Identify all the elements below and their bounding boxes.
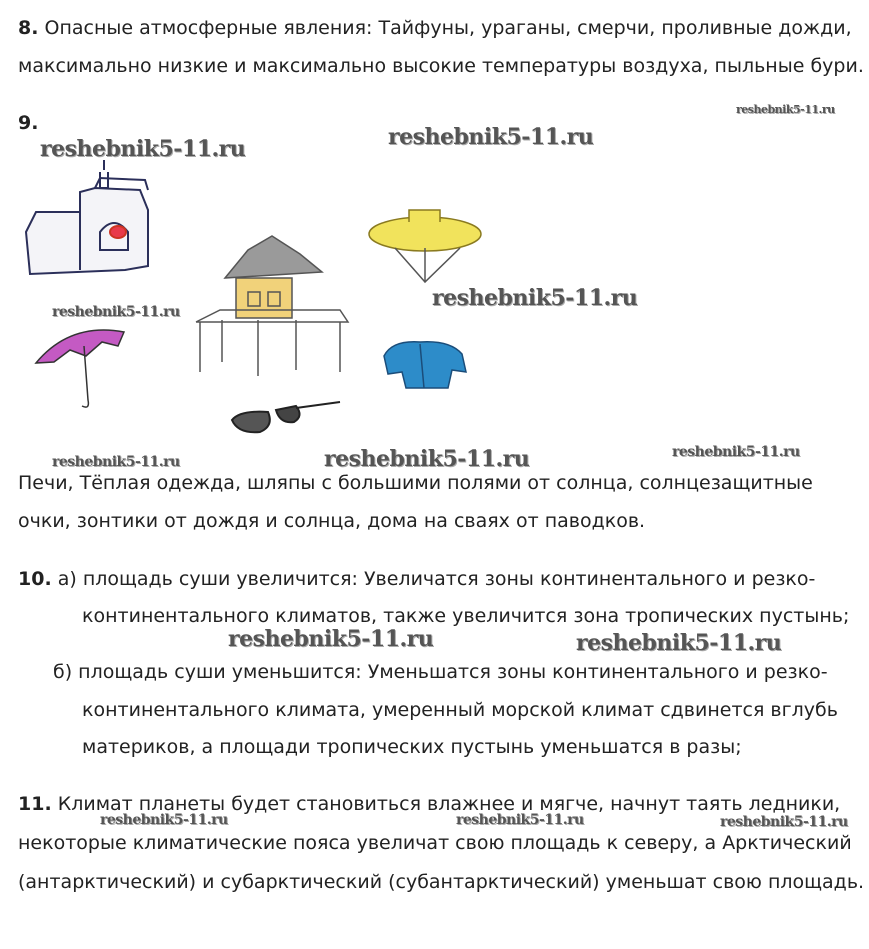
q10-b-line3: материков, а площади тропических пустынь уменьшатся в разы; [82, 736, 742, 758]
q9-line1: Печи, Тёплая одежда, шляпы с большими полями от солнца, солнцезащитные [18, 472, 813, 494]
q9-number: 9. [18, 112, 39, 134]
sun-hat-icon [369, 210, 481, 282]
q11-text1: Климат планеты будет становиться влажнее и мягче, начнут таять ледники, [57, 793, 841, 815]
stilt-house-icon [196, 236, 348, 376]
watermark: reshebnik5-11.ru [324, 446, 530, 472]
watermark: reshebnik5-11.ru [100, 812, 228, 828]
watermark: reshebnik5-11.ru [576, 630, 782, 656]
q8-number: 8. [18, 17, 39, 39]
watermark: reshebnik5-11.ru [456, 812, 584, 828]
q8-line2: максимально низкие и максимально высокие температуры воздуха, пыльные бури. [18, 55, 864, 77]
q10-b-line1: б) площадь суши уменьшится: Уменьшатся зоны континентального и резко- [53, 661, 828, 683]
q10-number: 10. [18, 568, 52, 590]
watermark: reshebnik5-11.ru [720, 814, 848, 830]
watermark: reshebnik5-11.ru [52, 304, 180, 320]
watermark: reshebnik5-11.ru [40, 136, 246, 162]
sunglasses-icon [232, 402, 340, 432]
q11-number: 11. [18, 793, 52, 815]
watermark: reshebnik5-11.ru [228, 626, 434, 652]
q9-line2: очки, зонтики от дождя и солнца, дома на сваях от паводков. [18, 510, 646, 532]
watermark: reshebnik5-11.ru [52, 454, 180, 470]
q11-line2: некоторые климатические пояса увеличат свою площадь к северу, а Арктический [18, 832, 852, 854]
q10-b-line2: континентального климата, умеренный морской климат сдвинется вглубь [82, 699, 838, 721]
stove-icon [26, 160, 148, 274]
q10-a-line2: континентального климатов, также увеличится зона тропических пустынь; [82, 605, 850, 627]
q10-a-text1: а) площадь суши увеличится: Увеличатся зоны континентального и резко- [57, 568, 816, 590]
watermark: reshebnik5-11.ru [432, 285, 638, 311]
umbrella-icon [36, 330, 124, 407]
watermark: reshebnik5-11.ru [736, 103, 835, 116]
q10-a-line1 [18, 568, 815, 590]
watermark: reshebnik5-11.ru [388, 124, 594, 150]
watermark: reshebnik5-11.ru [672, 444, 800, 460]
warm-jacket-icon [384, 342, 466, 388]
q11-line3: (антарктический) и субарктический (субантарктический) уменьшат свою площадь. [18, 871, 865, 893]
q8-text1: Опасные атмосферные явления: Тайфуны, ураганы, смерчи, проливные дожди, [44, 17, 852, 39]
q8-line1 [18, 17, 852, 39]
